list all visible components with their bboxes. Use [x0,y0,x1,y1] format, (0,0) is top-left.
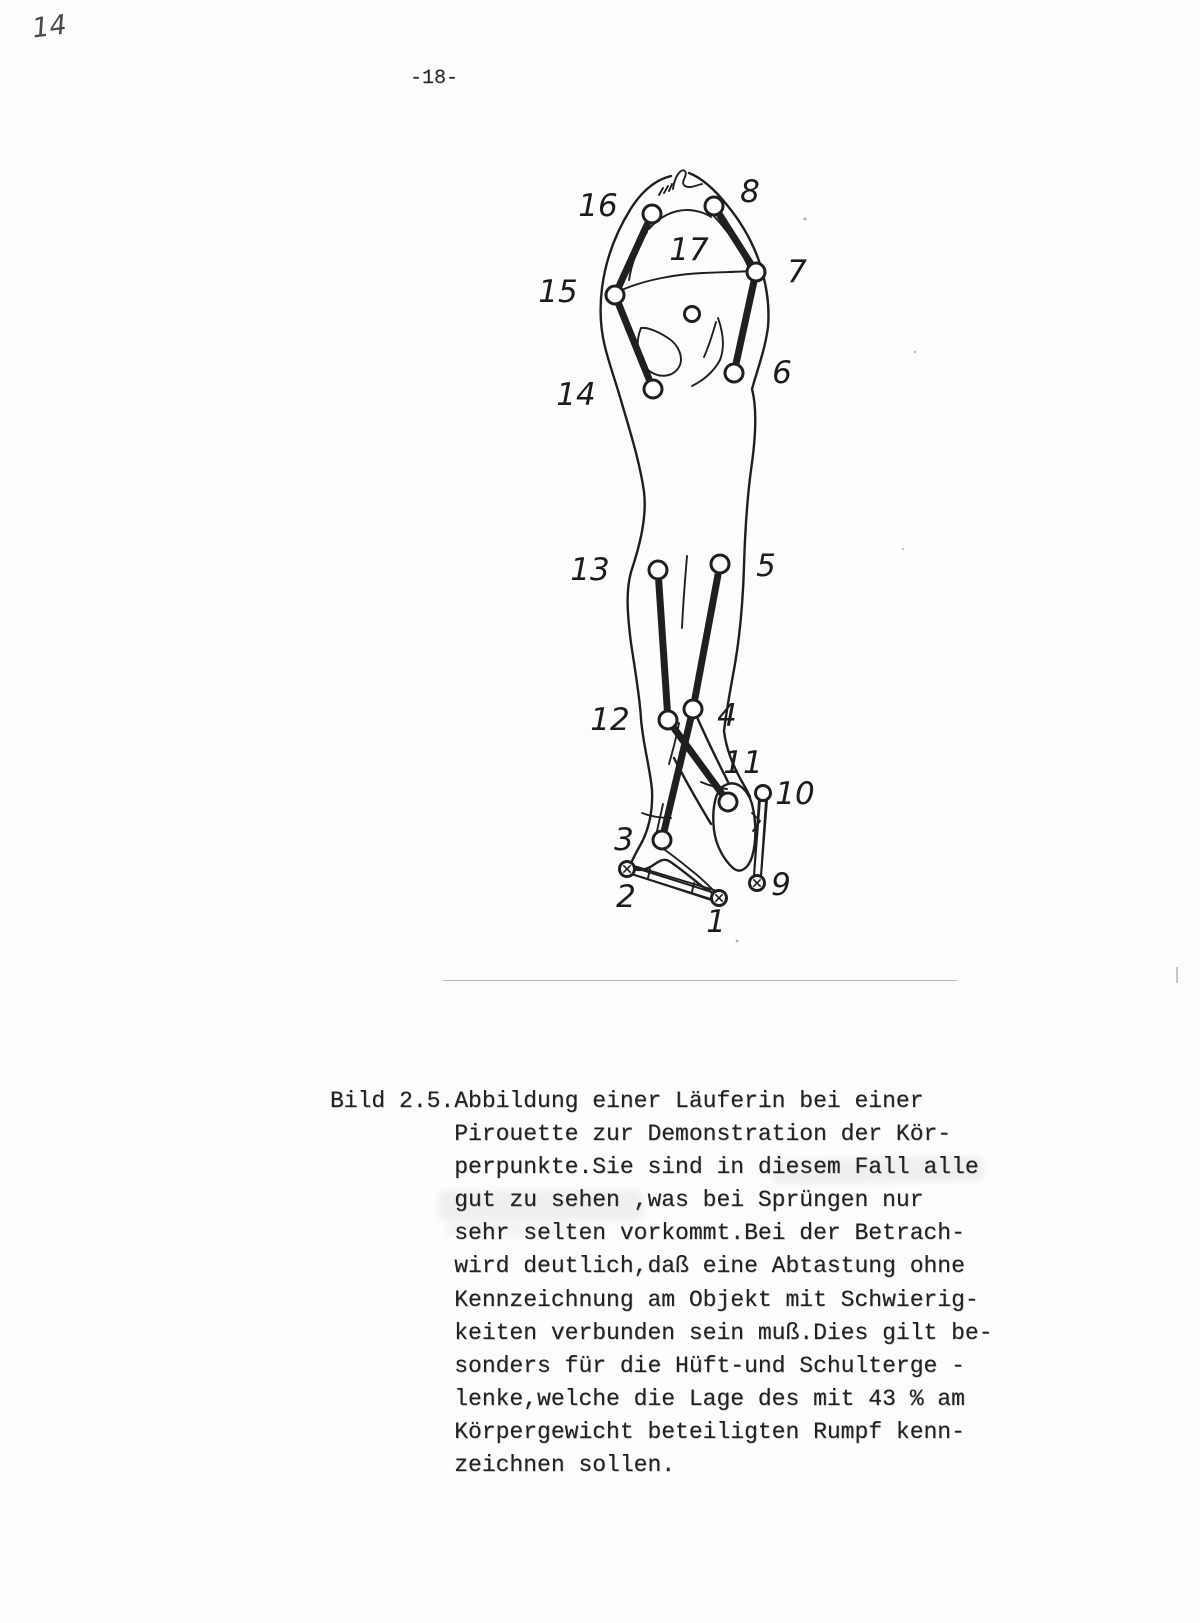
point-labels [538,174,814,940]
point-label-8: 8 [740,174,760,210]
point-label-12: 12 [590,702,630,738]
caption-line: lenke,welche die Lage des mit 43 % am [454,1385,965,1412]
caption-line: sehr selten vorkommt.Bei der Betrach- [454,1220,965,1247]
caption-line: Pirouette zur Demonstration der Kör- [454,1121,952,1148]
caption-line: Körpergewicht beteiligten Rumpf kenn- [454,1418,965,1445]
point-label-15: 15 [538,274,578,310]
caption-line: sonders für die Hüft-und Schulterge - [454,1352,965,1379]
caption-line: perpunkte.Sie sind in diesem Fall alle [454,1154,979,1181]
point-label-13: 13 [570,552,610,588]
fingers-detail [659,184,672,195]
body-point-11 [719,793,737,811]
hairline [624,271,752,289]
limb-bar-16-15 [619,223,648,286]
limb-bar-5-4 [695,574,718,699]
caption-line: keiten verbunden sein muß.Dies gilt be- [454,1319,993,1346]
thumb-detail [673,170,702,189]
body-point-7 [747,263,765,281]
limb-bar-15-14 [619,304,650,379]
point-label-1: 1 [706,904,726,940]
body-point-13 [649,561,667,579]
neck-collar-outline [692,318,723,386]
figure-separator-rule [443,980,957,981]
caption-line: gut zu sehen ,was bei Sprüngen nur [454,1187,924,1214]
body-point-5 [711,555,729,573]
point-label-7: 7 [787,254,807,290]
left-arm-torso-leg-outline [601,176,671,842]
body-point-14 [644,380,662,398]
point-label-3: 3 [614,822,634,858]
point-label-4: 4 [717,698,737,734]
body-point-4 [684,700,702,718]
limb-bar-13-12 [659,580,668,710]
limb-bar-7-6 [736,282,754,363]
body-point-3 [653,831,671,849]
body-point-12 [659,711,677,729]
body-point-6 [725,364,743,382]
point-label-5: 5 [756,548,776,584]
handwritten-corner-mark: 14 [30,9,69,45]
body-point-17 [685,307,700,322]
body-point-16 [643,205,661,223]
point-label-17: 17 [669,232,709,268]
caption-line: zeichnen sollen. [454,1452,676,1479]
skate-blade-10-9 [761,801,766,876]
point-label-14: 14 [556,377,596,413]
point-label-16: 16 [578,188,618,224]
page-number: -18- [410,67,459,90]
figure-caption [330,1085,1030,1482]
point-label-2: 2 [616,879,636,915]
caption-line: Bild 2.5.Abbildung einer Läuferin bei einer [330,1088,924,1114]
point-label-6: 6 [772,355,792,391]
point-label-10: 10 [775,776,815,812]
body-point-15 [606,286,624,304]
point-label-11: 11 [723,745,763,781]
point-label-9: 9 [771,867,791,903]
limb-bar-8-7 [719,214,750,263]
crotch-line [682,556,687,628]
caption-line: Kennzeichnung am Objekt mit Schwierig- [454,1286,979,1313]
caption-line: wird deutlich,daß eine Abtastung ohne [454,1253,965,1280]
body-point-10 [756,786,771,801]
body-point-8 [705,197,723,215]
skater-outline [601,170,769,901]
scan-edge-mark [1176,967,1178,983]
